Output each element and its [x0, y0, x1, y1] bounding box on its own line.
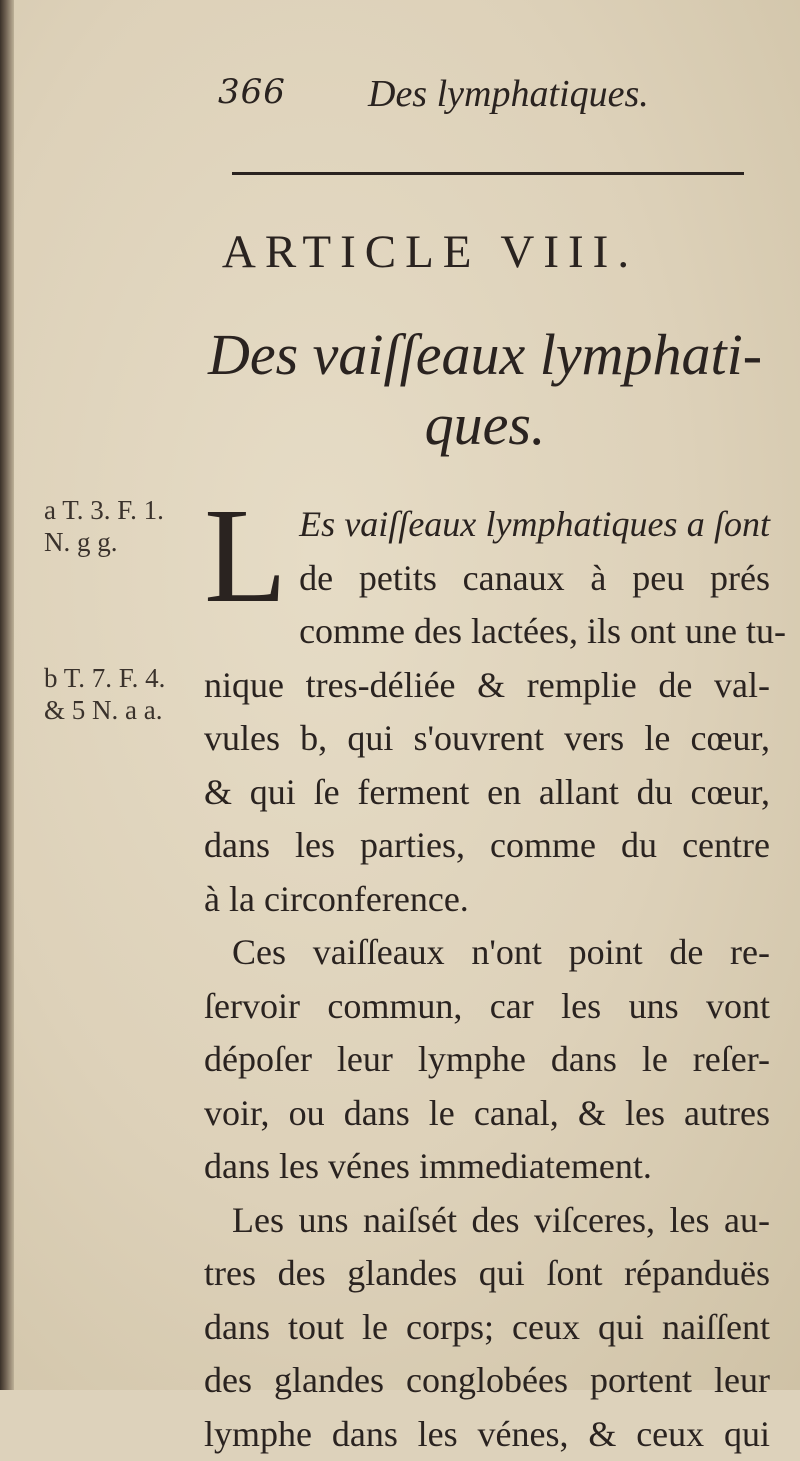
- margin-note-line: N. g g.: [44, 526, 164, 558]
- drop-cap: L: [204, 506, 287, 606]
- text-line: comme des lactées, ils ont une tu-: [204, 605, 770, 659]
- margin-note-a: [44, 494, 164, 558]
- page-number: 366: [218, 72, 286, 112]
- text-line: dans les parties, comme du centre: [204, 819, 770, 873]
- text-line: vules b, qui s'ouvrent vers le cœur,: [204, 712, 770, 766]
- text-line: & qui ſe ferment en allant du cœur,: [204, 766, 770, 820]
- text-line: des glandes conglobées portent leur: [204, 1354, 770, 1408]
- text-line: Es vaiſſeaux lymphatiques a ſont: [204, 498, 770, 552]
- section-title-line-2: ques.: [200, 390, 770, 460]
- page-header: [0, 72, 800, 132]
- paragraph-2: [204, 926, 770, 1194]
- text-line: Ces vaiſſeaux n'ont point de re-: [204, 926, 770, 980]
- text-line: lymphe dans les vénes, & ceux qui: [204, 1408, 770, 1461]
- text-line: dépoſer leur lymphe dans le reſer-: [204, 1033, 770, 1087]
- running-title: Des lymphatiques.: [368, 72, 649, 116]
- header-rule: [232, 172, 744, 175]
- text-line: à la circonference.: [204, 873, 770, 927]
- margin-note-line: a T. 3. F. 1.: [44, 494, 164, 526]
- text-line: dans tout le corps; ceux qui naiſſent: [204, 1301, 770, 1355]
- text-line: Les uns naiſsét des viſceres, les au-: [204, 1194, 770, 1248]
- margin-note-line: & 5 N. a a.: [44, 694, 165, 726]
- book-spine-shadow: [0, 0, 14, 1390]
- paragraph-1: [204, 498, 770, 926]
- body-text: [204, 498, 770, 1461]
- section-title-line-1: Des vaiſſeaux lymphati-: [200, 320, 770, 390]
- section-title: [200, 320, 770, 460]
- text-line: tres des glandes qui ſont répanduës: [204, 1247, 770, 1301]
- margin-note-b: [44, 662, 165, 726]
- paragraph-3: [204, 1194, 770, 1461]
- article-heading: ARTICLE VIII.: [0, 225, 800, 279]
- text-line: voir, ou dans le canal, & les autres: [204, 1087, 770, 1141]
- text-line: de petits canaux à peu prés: [204, 552, 770, 606]
- margin-note-line: b T. 7. F. 4.: [44, 662, 165, 694]
- text-line: ſervoir commun, car les uns vont: [204, 980, 770, 1034]
- text-line: dans les vénes immediatement.: [204, 1140, 770, 1194]
- text-line: nique tres-déliée & remplie de val-: [204, 659, 770, 713]
